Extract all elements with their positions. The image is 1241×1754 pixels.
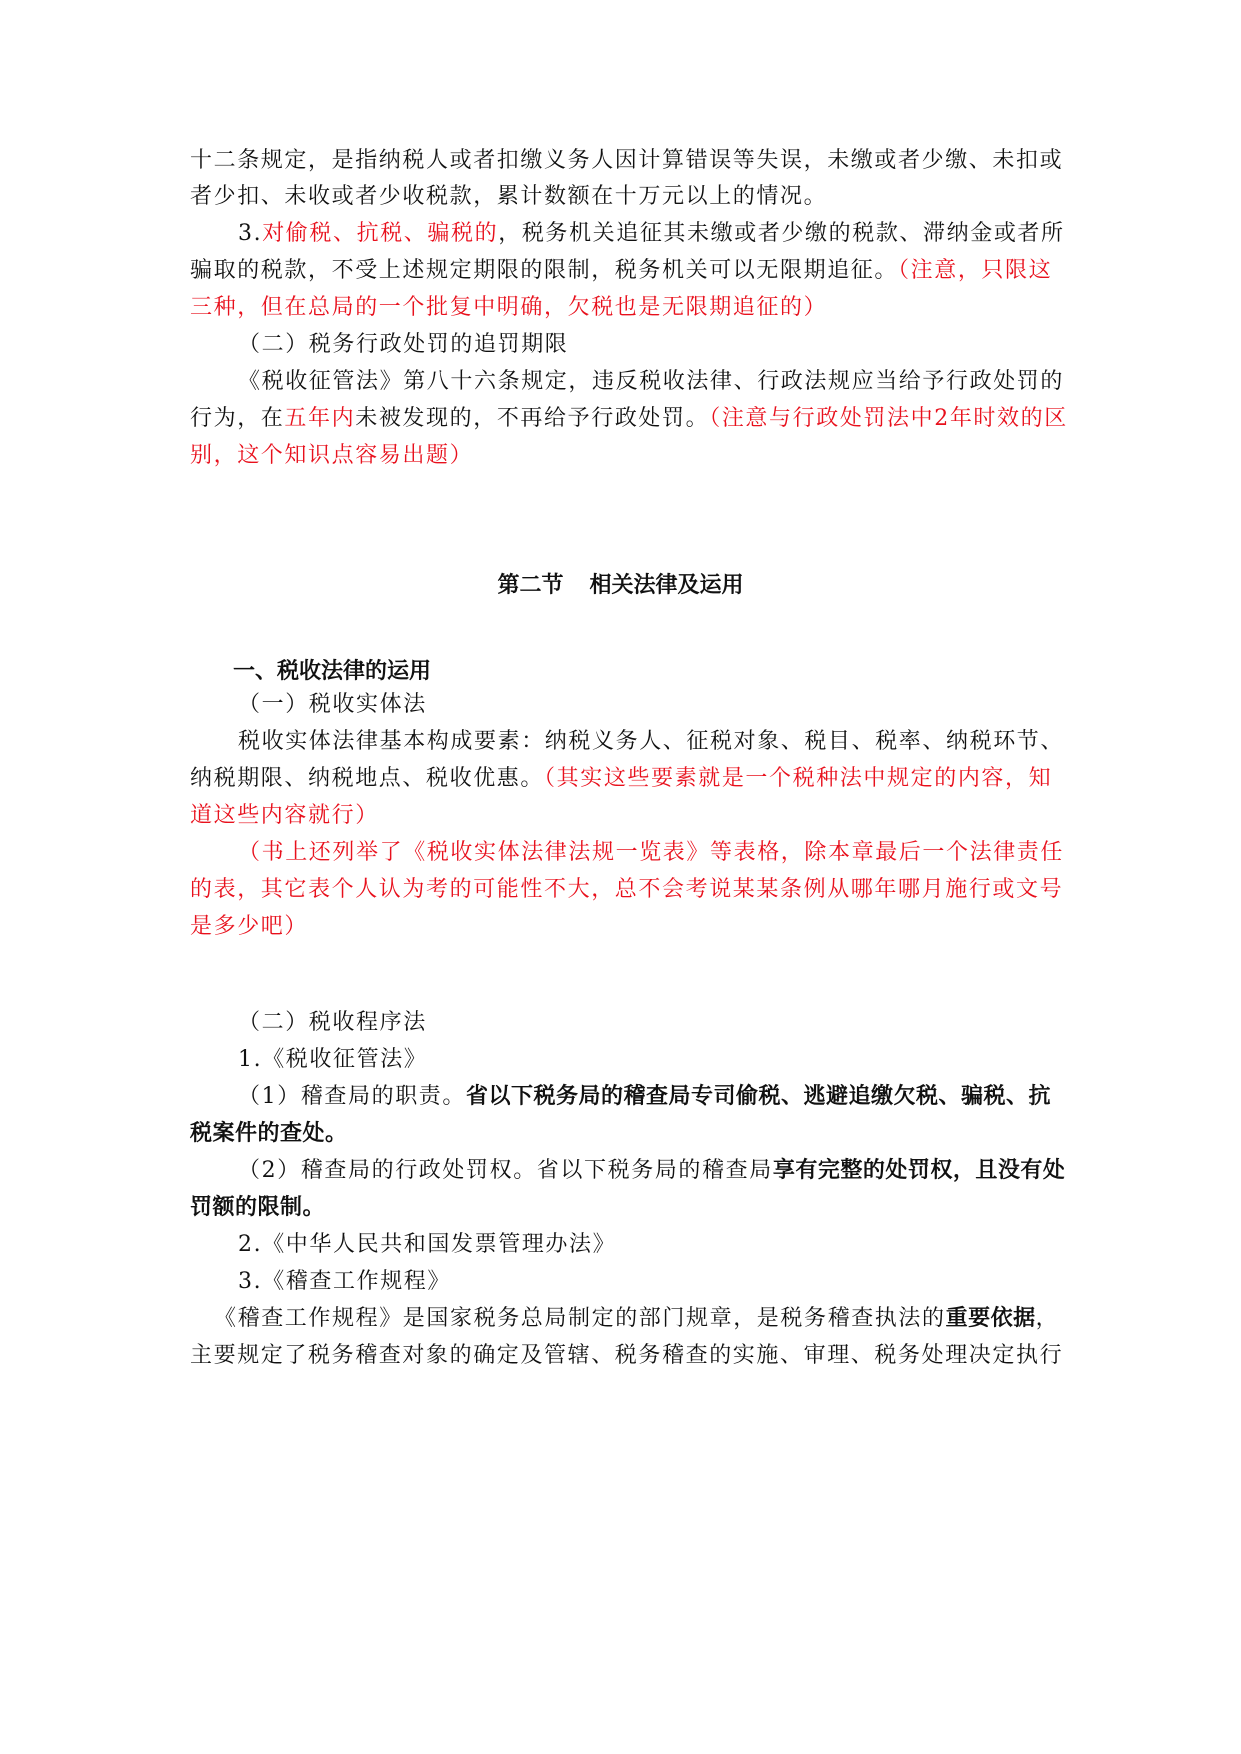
paragraph-line: 税收实体法律基本构成要素：纳税义务人、征税对象、税目、税率、纳税环节、 <box>238 729 1065 754</box>
chapter-heading: 一、税收法律的运用 <box>233 659 432 684</box>
annotation-line: 三种，但在总局的一个批复中明确，欠税也是无限期追征的） <box>190 295 828 320</box>
annotation-text: （其实这些要素就是一个税种法中规定的内容，知 <box>544 766 1053 791</box>
body-text: 《稽查工作规程》是国家税务总局制定的部门规章，是税务稽查执法的 <box>214 1306 946 1331</box>
emphasis-text: 享有完整的处罚权，且没有处 <box>772 1158 1066 1183</box>
body-text: 行为，在 <box>190 406 285 431</box>
paragraph-line <box>238 219 1065 249</box>
annotation-line: 的表，其它表个人认为考的可能性不大，总不会考说某某条例从哪年哪月施行或文号 <box>190 877 1064 902</box>
section-title <box>0 568 1241 599</box>
annotation-line: （书上还列举了《税收实体法律法规一览表》等表格，除本章最后一个法律责任 <box>238 840 1065 865</box>
body-text: ，税务机关追征其未缴或者少缴的税款、滞纳金或者所 <box>498 221 1065 246</box>
paragraph-line: 者少扣、未收或者少收税款，累计数额在十万元以上的情况。 <box>190 184 828 209</box>
section-number: 第二节 <box>497 573 564 598</box>
annotation-text: （注意，只限这 <box>898 258 1053 283</box>
emphasis-line: 罚额的限制。 <box>190 1195 326 1220</box>
paragraph-line <box>190 764 1053 794</box>
annotation-line: 道这些内容就行） <box>190 803 379 828</box>
list-item: 3.《稽查工作规程》 <box>238 1269 451 1294</box>
body-text: ， <box>1035 1306 1060 1331</box>
paragraph-line: 主要规定了税务稽查对象的确定及管辖、税务稽查的实施、审理、税务处理决定执行 <box>190 1343 1064 1368</box>
paragraph-line <box>190 256 1053 286</box>
body-text: 纳税期限、纳税地点、税收优惠。 <box>190 766 545 791</box>
paragraph-line <box>238 1156 1066 1186</box>
subheading: （一）税收实体法 <box>238 692 427 717</box>
body-text: （1）稽查局的职责。 <box>238 1084 466 1109</box>
emphasis-text: 重要依据 <box>945 1306 1036 1331</box>
section-name: 相关法律及运用 <box>589 573 744 598</box>
list-item: 2.《中华人民共和国发票管理办法》 <box>238 1232 617 1257</box>
paragraph-line <box>190 404 1068 434</box>
subheading: （二）税务行政处罚的追罚期限 <box>238 332 569 357</box>
annotation-line: 别，这个知识点容易出题） <box>190 443 474 468</box>
emphasis-text: 省以下税务局的稽查局专司偷税、逃避追缴欠税、骗税、抗 <box>466 1084 1052 1109</box>
body-text: （2）稽查局的行政处罚权。省以下税务局的稽查局 <box>238 1158 773 1183</box>
list-item: 1.《税收征管法》 <box>238 1047 428 1072</box>
annotation-line: 是多少吧） <box>190 914 309 939</box>
highlight-text: 对偷税、抗税、骗税的 <box>262 221 499 246</box>
paragraph-line: 《税收征管法》第八十六条规定，违反税收法律、行政法规应当给予行政处罚的 <box>238 369 1065 394</box>
body-text: 骗取的税款，不受上述规定期限的限制，税务机关可以无限期追征。 <box>190 258 899 283</box>
paragraph-line: 十二条规定，是指纳税人或者扣缴义务人因计算错误等失误，未缴或者少缴、未扣或 <box>190 148 1064 173</box>
annotation-text: （注意与行政处罚法中2年时效的区 <box>709 406 1068 431</box>
list-number: 3. <box>238 221 263 246</box>
body-text: 未被发现的，不再给予行政处罚。 <box>355 406 710 431</box>
subheading: （二）税收程序法 <box>238 1010 427 1035</box>
highlight-text: 五年内 <box>284 406 356 431</box>
paragraph-line <box>238 1082 1050 1112</box>
paragraph-line <box>214 1304 1060 1334</box>
emphasis-line: 税案件的查处。 <box>190 1121 348 1146</box>
